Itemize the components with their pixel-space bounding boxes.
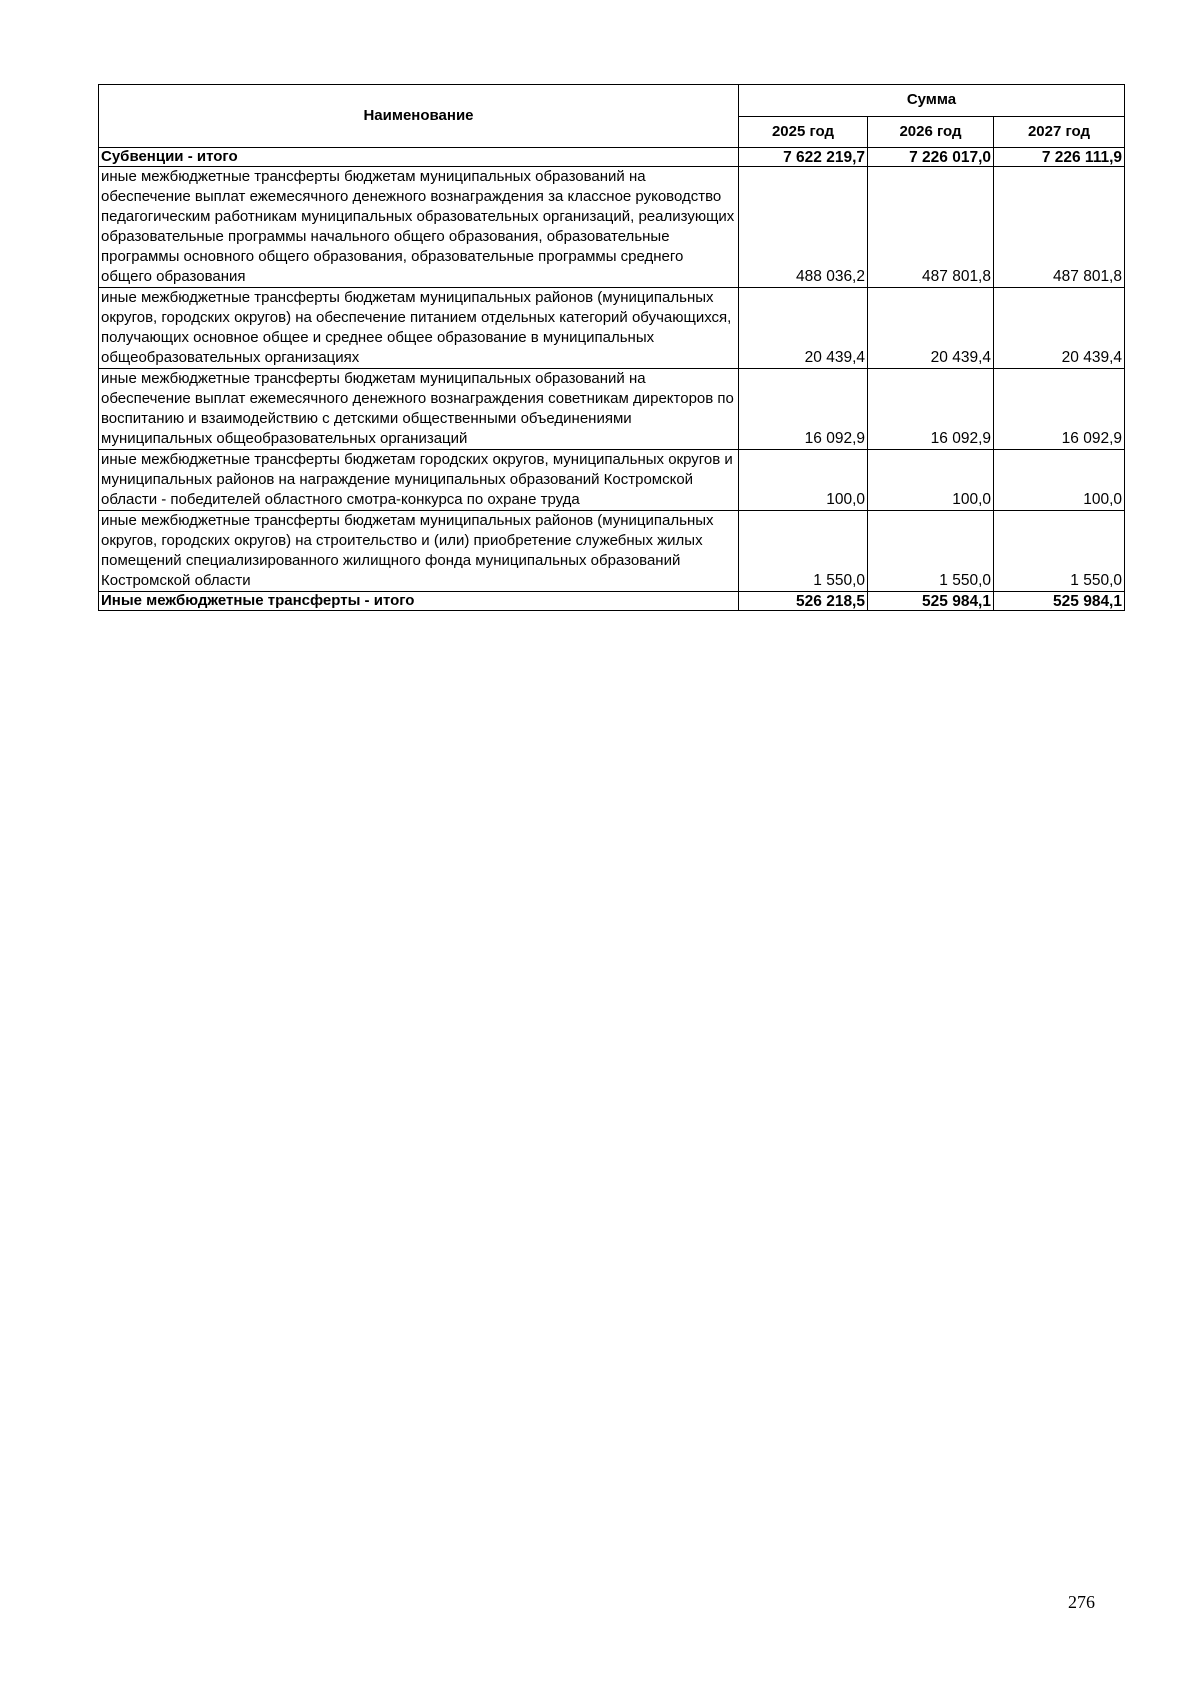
other-transfers-total-label: Иные межбюджетные трансферты - итого <box>99 592 739 611</box>
row-label: иные межбюджетные трансферты бюджетам муниципальных образований на обеспечение выплат ежемесячного денежного вознаграждения советникам директоров по воспитанию и взаимодействию с детскими общественными объединениями муниципальных общеобразовательных организаций <box>99 369 739 450</box>
row-value-2026: 487 801,8 <box>868 167 994 288</box>
row-value-2026: 100,0 <box>868 450 994 511</box>
header-row-top <box>99 85 1125 117</box>
budget-table <box>98 84 1125 611</box>
row-value-2027: 487 801,8 <box>994 167 1125 288</box>
table-row <box>99 288 1125 369</box>
column-header-2025: 2025 год <box>739 116 868 148</box>
table-row <box>99 369 1125 450</box>
table-row <box>99 511 1125 592</box>
column-header-name: Наименование <box>99 85 739 148</box>
table-row <box>99 167 1125 288</box>
row-label: иные межбюджетные трансферты бюджетам муниципальных районов (муниципальных округов, городских округов) на строительство и (или) приобретение служебных жилых помещений специализированного жилищного фонда муниципальных образований Костромской области <box>99 511 739 592</box>
row-value-2025: 20 439,4 <box>739 288 868 369</box>
subvention-total-2027: 7 226 111,9 <box>994 148 1125 167</box>
row-label: иные межбюджетные трансферты бюджетам городских округов, муниципальных округов и муниципальных районов на награждение муниципальных образований Костромской области - победителей областного смотра-конкурса по охране труда <box>99 450 739 511</box>
row-label: иные межбюджетные трансферты бюджетам муниципальных образований на обеспечение выплат ежемесячного денежного вознаграждения за классное руководство педагогическим работникам муниципальных образовательных организаций, реализующих образовательные программы начального общего образования, образовательные программы основного общего образования, образовательные программы среднего общего образования <box>99 167 739 288</box>
row-value-2027: 20 439,4 <box>994 288 1125 369</box>
other-transfers-total-2026: 525 984,1 <box>868 592 994 611</box>
other-transfers-total-2027: 525 984,1 <box>994 592 1125 611</box>
row-value-2025: 100,0 <box>739 450 868 511</box>
other-transfers-total-row <box>99 592 1125 611</box>
column-header-2027: 2027 год <box>994 116 1125 148</box>
other-transfers-total-2025: 526 218,5 <box>739 592 868 611</box>
row-label: иные межбюджетные трансферты бюджетам муниципальных районов (муниципальных округов, городских округов) на обеспечение питанием отдельных категорий обучающихся, получающих основное общее и среднее общее образование в муниципальных общеобразовательных организациях <box>99 288 739 369</box>
subvention-total-row <box>99 148 1125 167</box>
page-number: 276 <box>1068 1592 1095 1612</box>
row-value-2027: 16 092,9 <box>994 369 1125 450</box>
column-header-sum: Сумма <box>739 85 1125 117</box>
row-value-2025: 1 550,0 <box>739 511 868 592</box>
subvention-total-2025: 7 622 219,7 <box>739 148 868 167</box>
subvention-total-2026: 7 226 017,0 <box>868 148 994 167</box>
row-value-2027: 100,0 <box>994 450 1125 511</box>
row-value-2026: 16 092,9 <box>868 369 994 450</box>
subvention-total-label: Субвенции - итого <box>99 148 739 167</box>
column-header-2026: 2026 год <box>868 116 994 148</box>
row-value-2026: 1 550,0 <box>868 511 994 592</box>
row-value-2025: 16 092,9 <box>739 369 868 450</box>
row-value-2026: 20 439,4 <box>868 288 994 369</box>
row-value-2027: 1 550,0 <box>994 511 1125 592</box>
row-value-2025: 488 036,2 <box>739 167 868 288</box>
table-row <box>99 450 1125 511</box>
